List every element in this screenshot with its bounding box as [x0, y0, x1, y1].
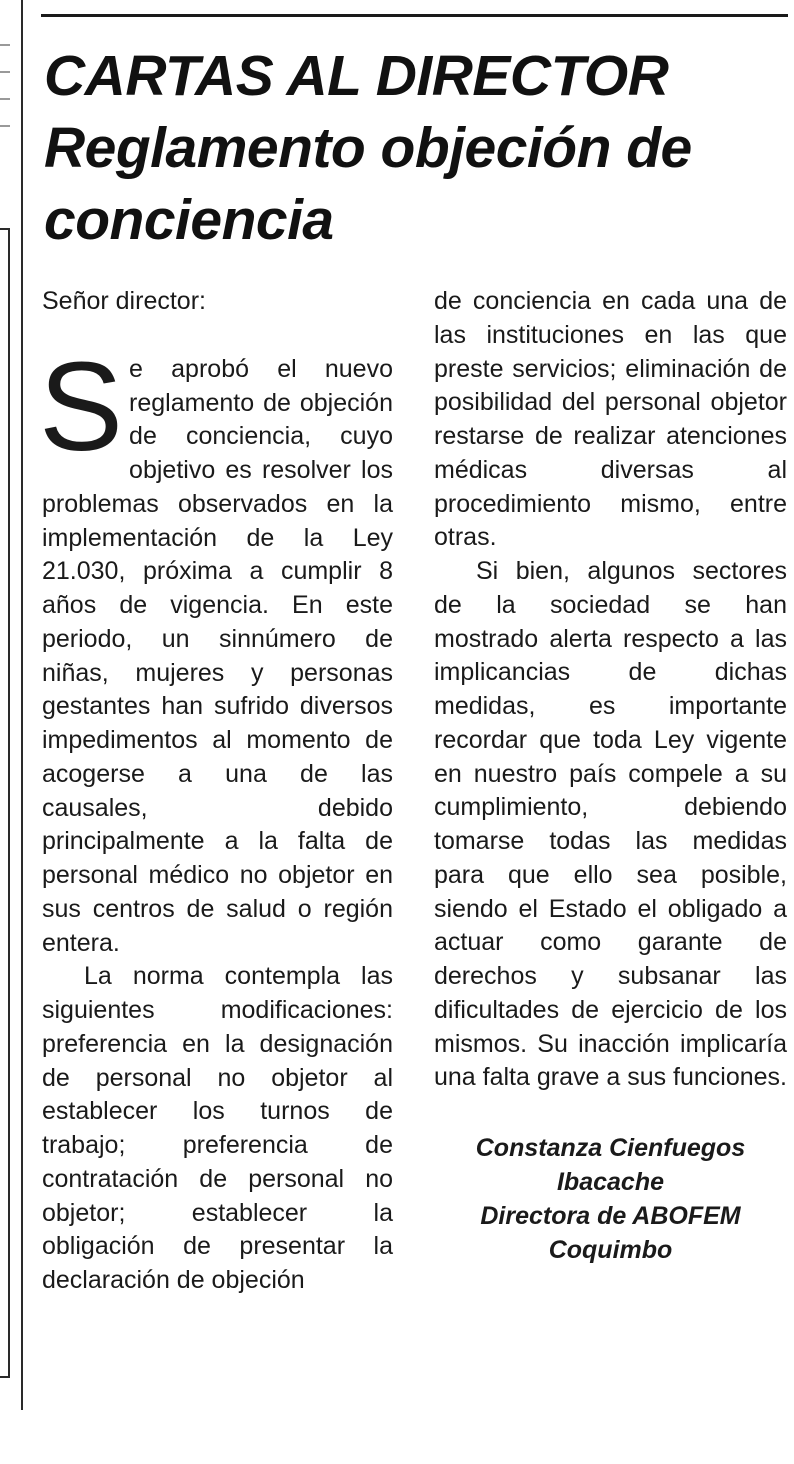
article-headline	[44, 40, 789, 256]
section-top-rule	[41, 14, 788, 17]
adjacent-column-fragment	[0, 30, 10, 140]
left-column	[39, 285, 393, 1298]
signature-role: Directora de ABOFEM	[480, 1202, 741, 1230]
signature-city: Coquimbo	[548, 1236, 673, 1264]
adjacent-column-frame	[0, 228, 10, 1378]
paragraph-2-continued: de conciencia en cada una de las instituciones en las que preste servicios; eliminación de posibilidad del personal objetor restarse de realizar atenciones médicas diversas al procedimiento mismo, entre otras.	[434, 287, 787, 552]
column-divider	[21, 0, 23, 1410]
paragraph-1-text: e aprobó el nuevo reglamento de objeción de conciencia, cuyo objetivo es resolver los problemas observados en la implementación de la Ley 21.030, próxima a cumplir 8 años de vigencia. En este periodo, un sinnúmero de niñas, mujeres y personas gestantes han sufrido diversos impedimentos al momento de acogerse a una de las causales, debido principalmente a la falta de personal médico no objetor en sus centros de salud o región entera.	[42, 354, 393, 957]
signature-name-line2: Ibacache	[556, 1168, 664, 1196]
paragraph-2-start: La norma contempla las siguientes modificaciones: preferencia en la designación de personal no objetor al establecer los turnos de trabajo; preferencia de contratación de personal no objetor; establecer la obligación de presentar la declaración de objeción	[42, 962, 393, 1294]
signature-block	[434, 1131, 787, 1267]
article-title-line1: Reglamento objeción de	[44, 116, 692, 180]
signature-name-line1: Constanza Cienfuegos	[475, 1134, 746, 1162]
salutation: Señor director:	[42, 287, 206, 315]
article-title-line2: conciencia	[44, 188, 334, 252]
right-column	[434, 285, 787, 1267]
drop-cap: S	[39, 335, 124, 477]
paragraph-3: Si bien, algunos sectores de la sociedad se han mostrado alerta respecto a las implicancias de dichas medidas, es importante recordar que toda Ley vigente en nuestro país compele a su cumplimiento, debiendo tomarse todas las medidas para que ello sea posible, siendo el Estado el obligado a actuar como garante de derechos y subsanar las dificultades de ejercicio de los mismos. Su inacción implicaría una falta grave a sus funciones.	[434, 557, 788, 1092]
section-title: CARTAS AL DIRECTOR	[44, 44, 669, 108]
paragraph-1	[39, 335, 393, 961]
